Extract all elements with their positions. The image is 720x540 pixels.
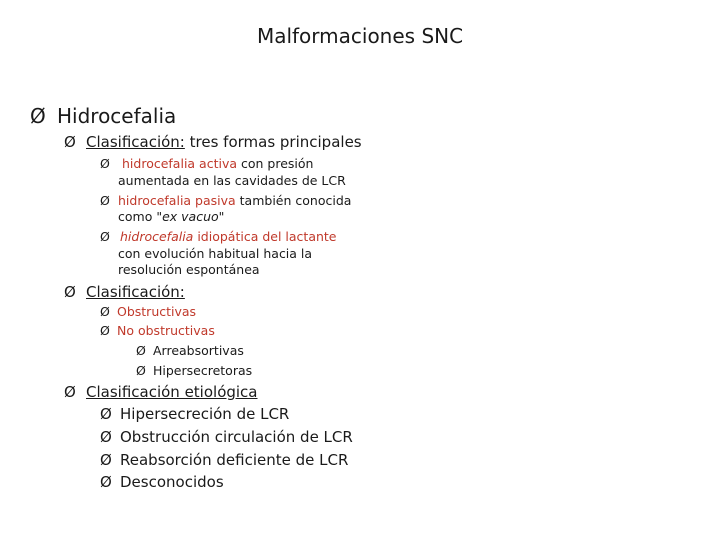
- section-label: Clasificación:: [86, 133, 185, 151]
- list-item-pasiva: [118, 193, 351, 208]
- term-idiopatica: idiopática del lactante: [193, 229, 337, 244]
- term-activa: hidrocefalia activa: [122, 156, 238, 171]
- list-item-etiologia: Desconocidos: [120, 473, 224, 491]
- section-clasificacion-etiologica: Clasificación etiológica: [86, 383, 258, 401]
- bullet-arrow-icon: Ø: [100, 473, 112, 491]
- list-item-idiopatica: [120, 229, 337, 244]
- term-hidrocefalia: hidrocefalia: [120, 229, 194, 244]
- term-pasiva: hidrocefalia pasiva: [118, 193, 236, 208]
- item-continuation: aumentada en las cavidades de LCR: [118, 173, 346, 188]
- section-rest: tres formas principales: [184, 133, 362, 151]
- list-item-etiologia: Reabsorción deficiente de LCR: [120, 451, 349, 469]
- bullet-arrow-icon: Ø: [100, 304, 110, 319]
- bullet-arrow-icon: Ø: [100, 156, 110, 171]
- list-item-obstructivas: Obstructivas: [117, 304, 197, 319]
- list-item-activa: [122, 156, 313, 171]
- item-continuation: con evolución habitual hacia la: [118, 246, 313, 261]
- item-continuation: [118, 209, 224, 224]
- list-item-etiologia: Hipersecreción de LCR: [120, 405, 290, 423]
- term-ex-vacuo: "ex vacuo": [156, 209, 225, 224]
- bullet-arrow-icon: Ø: [64, 133, 76, 151]
- list-item-no-obstructivas: No obstructivas: [117, 323, 215, 338]
- list-item-etiologia: Obstrucción circulación de LCR: [120, 428, 353, 446]
- slide-title: Malformaciones SNC: [256, 24, 464, 48]
- section-clasificacion-2: Clasificación:: [86, 283, 185, 301]
- list-subitem-arreabsortivas: Arreabsortivas: [153, 343, 244, 358]
- item-text: con presión: [237, 156, 314, 171]
- bullet-arrow-icon: Ø: [100, 451, 112, 469]
- bullet-arrow-icon: Ø: [100, 193, 110, 208]
- item-continuation: resolución espontánea: [118, 262, 260, 277]
- bullet-arrow-icon: Ø: [100, 428, 112, 446]
- bullet-arrow-icon: Ø: [64, 283, 76, 301]
- item-text: como: [118, 209, 157, 224]
- bullet-arrow-icon: Ø: [136, 343, 146, 358]
- section-clasificacion-1: [86, 133, 362, 151]
- heading-hidrocefalia: Hidrocefalia: [57, 104, 177, 128]
- bullet-arrow-icon: Ø: [64, 383, 76, 401]
- bullet-arrow-icon: Ø: [100, 323, 110, 338]
- bullet-arrow-icon: Ø: [100, 405, 112, 423]
- bullet-arrow-icon: Ø: [136, 363, 146, 378]
- list-subitem-hipersecretoras: Hipersecretoras: [153, 363, 253, 378]
- bullet-arrow-icon: Ø: [30, 104, 46, 128]
- item-text: también conocida: [235, 193, 352, 208]
- bullet-arrow-icon: Ø: [100, 229, 110, 244]
